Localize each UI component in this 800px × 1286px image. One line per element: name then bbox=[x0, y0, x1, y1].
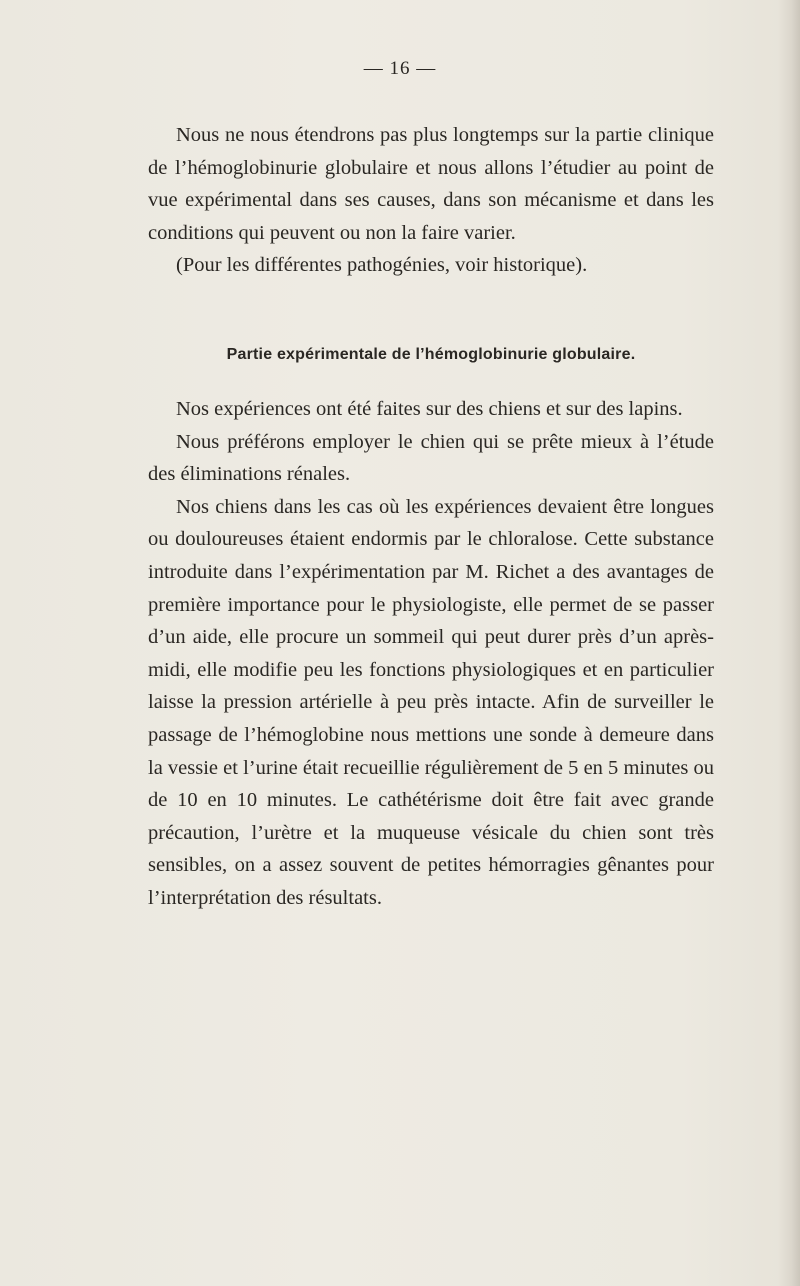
page-edge-shadow bbox=[778, 0, 800, 1286]
section-paragraph: Nos expériences ont été faites sur des chiens et sur des lapins. bbox=[176, 398, 683, 420]
section-paragraph: Nous préférons employer le chien qui se prête mieux à l’étude des éliminations rénales. bbox=[148, 430, 714, 486]
section-heading: Partie expérimentale de l’hémoglobinurie globulaire. bbox=[226, 346, 636, 363]
intro-paragraph: (Pour les différentes pathogénies, voir historique). bbox=[176, 254, 588, 276]
page-number: — 16 — bbox=[363, 58, 437, 79]
intro-paragraph: Nous ne nous étendrons pas plus longtemps sur la partie clinique de l’hémoglobinurie globulaire et nous allons l’étudier au point de vue expérimental dans ses causes, dans son mécanisme et dans les conditions qui peuvent ou non la faire varier. bbox=[148, 124, 714, 244]
intro-text bbox=[148, 119, 714, 282]
section-paragraph: Nos chiens dans les cas où les expériences devaient être longues ou douloureuses étaient endormis par le chloralose. Cette substance introduite dans l’expérimentation par M. Richet a des avantages de première importance pour le physiologiste, elle permet de se passer d’un aide, elle procure un sommeil qui peut durer près d’un après-midi, elle modifie peu les fonctions physiologiques et en particulier laisse la pression artérielle à peu près intacte. Afin de surveiller le passage de l’hémoglobine nous mettions une sonde à demeure dans la vessie et l’urine était recueillie régulièrement de 5 en 5 minutes ou de 10 en 10 minutes. Le cathétérisme doit être fait avec grande précaution, l’urètre et la muqueuse vésicale du chien sont très sensibles, on a assez souvent de petites hémorragies gênantes pour l’interprétation des résultats. bbox=[148, 495, 714, 909]
section-text bbox=[148, 393, 714, 915]
